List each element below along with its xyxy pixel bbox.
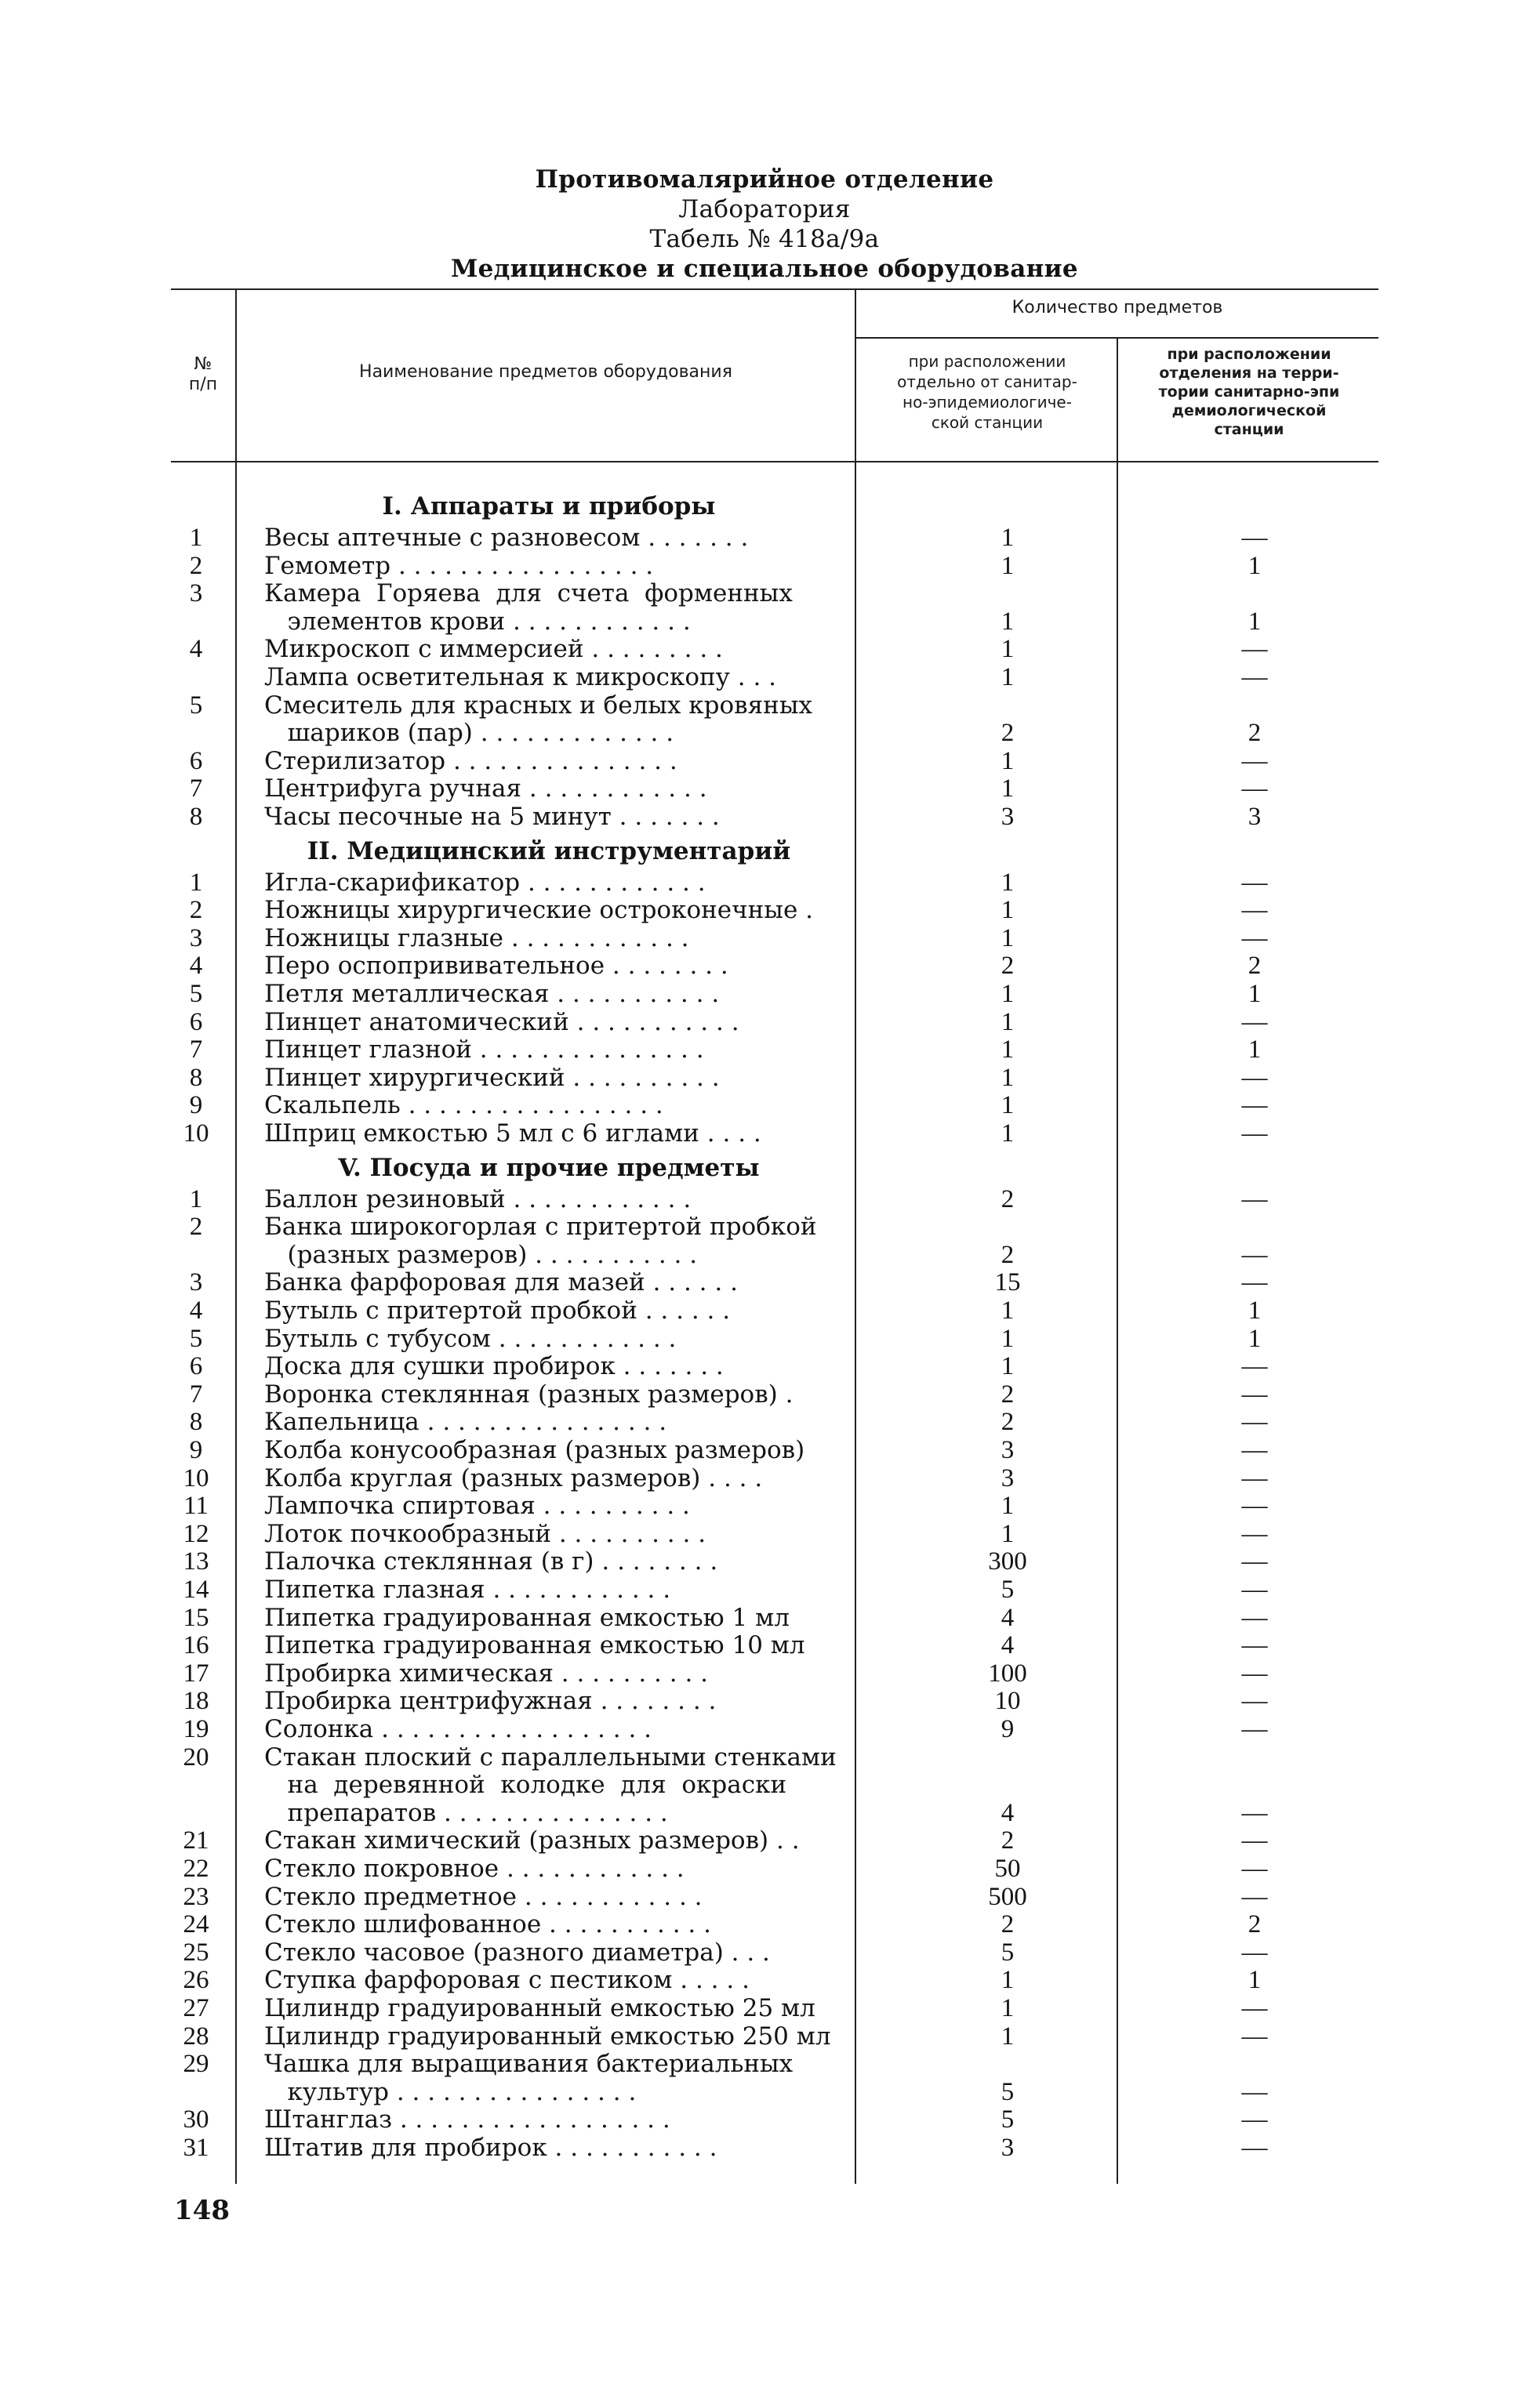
col-divider-qty — [1117, 339, 1118, 2184]
qty-separate: 1 — [1001, 1296, 1015, 1325]
qty-on-territory: 1 — [1248, 980, 1262, 1008]
item-name: Банка фарфоровая для мазей . . . . . . — [264, 1268, 738, 1297]
qty-separate: 5 — [1001, 2077, 1015, 2106]
qty-on-territory: 1 — [1248, 1324, 1262, 1353]
item-name: Лампочка спиртовая . . . . . . . . . . — [264, 1492, 690, 1521]
row-number: 6 — [189, 746, 203, 775]
item-name: Стерилизатор . . . . . . . . . . . . . . . — [264, 746, 677, 775]
qty-separate: 100 — [988, 1659, 1027, 1688]
qty-on-territory: — — [1241, 1463, 1268, 1492]
qty-on-territory: — — [1241, 1007, 1268, 1036]
row-number: 14 — [183, 1576, 209, 1604]
item-name: Ступка фарфоровая с пестиком . . . . . — [264, 1966, 750, 1995]
row-number: 7 — [189, 1035, 203, 1064]
title-tabel: Табель № 418а/9а — [649, 225, 880, 253]
qty-on-territory: — — [1241, 1882, 1268, 1911]
row-number: 25 — [183, 1938, 209, 1967]
item-name: Колба конусообразная (разных размеров) — [264, 1436, 805, 1464]
qty-separate: 2 — [1001, 1826, 1015, 1855]
qty-on-territory: — — [1241, 774, 1268, 803]
header-qty-separate: при расположении отдельно от санитар- но-эпидемиологиче- ской станции — [897, 352, 1077, 432]
row-number: 3 — [189, 923, 203, 952]
qty-separate: 2 — [1001, 1184, 1015, 1213]
item-name: шариков (пар) . . . . . . . . . . . . . — [264, 719, 674, 748]
qty-on-territory: — — [1241, 1826, 1268, 1855]
item-name: Пинцет хирургический . . . . . . . . . . — [264, 1063, 720, 1092]
qty-separate: 1 — [1001, 746, 1015, 775]
title-equipment: Медицинское и специальное оборудование — [451, 255, 1078, 283]
qty-separate: 1 — [1001, 663, 1015, 691]
item-name: Банка широкогорлая с притертой пробкой — [264, 1213, 817, 1242]
qty-on-territory: — — [1241, 1938, 1268, 1967]
qty-on-territory: — — [1241, 2134, 1268, 2162]
col-divider-name — [855, 290, 856, 2184]
qty-separate: 300 — [988, 1547, 1027, 1576]
item-name: Цилиндр градуированный емкостью 250 мл — [264, 2022, 831, 2051]
qty-on-territory: — — [1241, 2022, 1268, 2051]
item-name: Стакан плоский с параллельными стенками — [264, 1743, 837, 1772]
qty-on-territory: 2 — [1248, 1910, 1262, 1939]
qty-separate: 1 — [1001, 1119, 1015, 1148]
row-number: 26 — [183, 1966, 209, 1995]
row-number: 10 — [183, 1463, 209, 1492]
item-name: Пинцет анатомический . . . . . . . . . . . — [264, 1007, 739, 1036]
qty-separate: 5 — [1001, 1938, 1015, 1967]
qty-on-territory: — — [1241, 1603, 1268, 1632]
row-number: 2 — [189, 551, 203, 580]
item-name: Пробирка центрифужная . . . . . . . . — [264, 1687, 717, 1716]
item-name: Гемометр . . . . . . . . . . . . . . . . . — [264, 551, 654, 580]
row-number: 8 — [189, 1408, 203, 1437]
qty-separate: 4 — [1001, 1631, 1015, 1660]
row-number: 4 — [189, 1296, 203, 1325]
qty-on-territory: — — [1241, 1519, 1268, 1548]
qty-on-territory: — — [1241, 1352, 1268, 1381]
qty-separate: 1 — [1001, 635, 1015, 664]
qty-on-territory: — — [1241, 1687, 1268, 1716]
qty-on-territory: — — [1241, 1715, 1268, 1743]
row-number: 2 — [189, 896, 203, 925]
item-name: Смеситель для красных и белых кровяных — [264, 691, 812, 720]
qty-separate: 1 — [1001, 1352, 1015, 1381]
item-name: Бутыль с притертой пробкой . . . . . . — [264, 1296, 731, 1325]
qty-on-territory: — — [1241, 1184, 1268, 1213]
qty-separate: 4 — [1001, 1603, 1015, 1632]
qty-separate: 1 — [1001, 1007, 1015, 1036]
qty-on-territory: — — [1241, 868, 1268, 897]
qty-on-territory: — — [1241, 1855, 1268, 1883]
row-number: 30 — [183, 2105, 209, 2134]
section-heading: II. Медицинский инструментарий — [307, 836, 791, 865]
item-name: Весы аптечные с разновесом . . . . . . . — [264, 524, 749, 552]
qty-separate: 2 — [1001, 1240, 1015, 1269]
qty-separate: 1 — [1001, 1035, 1015, 1064]
qty-separate: 2 — [1001, 1910, 1015, 1939]
qty-separate: 1 — [1001, 774, 1015, 803]
qty-separate: 5 — [1001, 1576, 1015, 1604]
item-name: Игла-скарификатор . . . . . . . . . . . . — [264, 868, 706, 897]
row-number: 8 — [189, 803, 203, 831]
header-name: Наименование предметов оборудования — [359, 362, 732, 382]
header-bottom-rule — [171, 461, 1378, 462]
row-number: 23 — [183, 1882, 209, 1911]
header-qty-group: Количество предметов — [1011, 298, 1223, 317]
item-name: Центрифуга ручная . . . . . . . . . . . . — [264, 774, 707, 803]
row-number: 4 — [189, 635, 203, 664]
item-name: Воронка стеклянная (разных размеров) . — [264, 1380, 794, 1409]
item-name: Пипетка глазная . . . . . . . . . . . . — [264, 1576, 671, 1604]
qty-on-territory: 2 — [1248, 952, 1262, 981]
qty-on-territory: — — [1241, 746, 1268, 775]
row-number: 10 — [183, 1119, 209, 1148]
col-divider-num — [235, 290, 237, 2184]
qty-on-territory: — — [1241, 1436, 1268, 1464]
item-name: Пробирка химическая . . . . . . . . . . — [264, 1659, 709, 1688]
item-name: Скальпель . . . . . . . . . . . . . . . . . — [264, 1091, 663, 1120]
qty-separate: 2 — [1001, 1408, 1015, 1437]
row-number: 7 — [189, 1380, 203, 1409]
item-name: Микроскоп с иммерсией . . . . . . . . . — [264, 635, 723, 664]
qty-on-territory: — — [1241, 1492, 1268, 1521]
qty-on-territory: — — [1241, 524, 1268, 552]
qty-on-territory: 2 — [1248, 719, 1262, 748]
item-name: Ножницы глазные . . . . . . . . . . . . — [264, 923, 689, 952]
qty-separate: 1 — [1001, 1091, 1015, 1120]
qty-on-territory: 1 — [1248, 551, 1262, 580]
qty-separate: 1 — [1001, 1324, 1015, 1353]
qty-on-territory: — — [1241, 1380, 1268, 1409]
item-name: препаратов . . . . . . . . . . . . . . . — [264, 1798, 668, 1827]
item-name: Стекло покровное . . . . . . . . . . . . — [264, 1855, 685, 1883]
qty-separate: 4 — [1001, 1798, 1015, 1827]
section-heading: V. Посуда и прочие предметы — [338, 1153, 760, 1182]
row-number: 4 — [189, 952, 203, 981]
row-number: 17 — [183, 1659, 209, 1688]
qty-on-territory: — — [1241, 923, 1268, 952]
qty-separate: 1 — [1001, 551, 1015, 580]
row-number: 1 — [189, 1184, 203, 1213]
qty-separate: 1 — [1001, 1492, 1015, 1521]
qty-separate: 3 — [1001, 1436, 1015, 1464]
qty-on-territory: — — [1241, 1659, 1268, 1688]
header-qty-on-territory: при расположении отделения на терри- тории санитарно-эпи демиологической станции — [1158, 346, 1340, 438]
row-number: 5 — [189, 691, 203, 720]
item-name: Штанглаз . . . . . . . . . . . . . . . . . . — [264, 2105, 670, 2134]
row-number: 2 — [189, 1213, 203, 1242]
qty-on-territory: — — [1241, 1798, 1268, 1827]
qty-separate: 1 — [1001, 1966, 1015, 1995]
row-number: 31 — [183, 2134, 209, 2162]
row-number: 27 — [183, 1994, 209, 2022]
row-number: 6 — [189, 1007, 203, 1036]
qty-separate: 10 — [994, 1687, 1021, 1716]
qty-separate: 2 — [1001, 719, 1015, 748]
qty-separate: 1 — [1001, 868, 1015, 897]
row-number: 7 — [189, 774, 203, 803]
qty-separate: 3 — [1001, 1463, 1015, 1492]
qty-on-territory: — — [1241, 1091, 1268, 1120]
qty-separate: 1 — [1001, 1994, 1015, 2022]
qty-separate: 1 — [1001, 2022, 1015, 2051]
qty-separate: 1 — [1001, 896, 1015, 925]
row-number: 5 — [189, 980, 203, 1008]
row-number: 5 — [189, 1324, 203, 1353]
section-heading: I. Аппараты и приборы — [382, 492, 716, 520]
row-number: 24 — [183, 1910, 209, 1939]
qty-separate: 9 — [1001, 1715, 1015, 1743]
qty-separate: 15 — [994, 1268, 1021, 1297]
row-number: 9 — [189, 1091, 203, 1120]
row-number: 9 — [189, 1436, 203, 1464]
qty-on-territory: — — [1241, 1547, 1268, 1576]
item-name: культур . . . . . . . . . . . . . . . . — [264, 2077, 637, 2106]
row-number: 13 — [183, 1547, 209, 1576]
qty-on-territory: — — [1241, 1268, 1268, 1297]
item-name: Пипетка градуированная емкостью 10 мл — [264, 1631, 805, 1660]
item-name: Солонка . . . . . . . . . . . . . . . . . . — [264, 1715, 652, 1743]
qty-separate: 1 — [1001, 980, 1015, 1008]
item-name: на деревянной колодке для окраски — [264, 1771, 787, 1800]
qty-on-territory: — — [1241, 1576, 1268, 1604]
qty-on-territory: 3 — [1248, 803, 1262, 831]
qty-on-territory: — — [1241, 635, 1268, 664]
row-number: 12 — [183, 1519, 209, 1548]
row-number: 18 — [183, 1687, 209, 1716]
qty-separate: 1 — [1001, 1519, 1015, 1548]
item-name: Петля металлическая . . . . . . . . . . . — [264, 980, 720, 1008]
qty-separate: 50 — [994, 1855, 1021, 1883]
item-name: Камера Горяева для счета форменных — [264, 579, 793, 608]
qty-on-territory: — — [1241, 1119, 1268, 1148]
item-name: Стекло часовое (разного диаметра) . . . — [264, 1938, 770, 1967]
item-name: Колба круглая (разных размеров) . . . . — [264, 1463, 763, 1492]
item-name: Чашка для выращивания бактериальных — [264, 2050, 794, 2079]
qty-on-territory: — — [1241, 1063, 1268, 1092]
item-name: Бутыль с тубусом . . . . . . . . . . . . — [264, 1324, 677, 1353]
qty-on-territory: — — [1241, 2105, 1268, 2134]
item-name: Штатив для пробирок . . . . . . . . . . . — [264, 2134, 717, 2162]
qty-separate: 1 — [1001, 1063, 1015, 1092]
qty-on-territory: — — [1241, 1240, 1268, 1269]
row-number: 20 — [183, 1743, 209, 1772]
item-name: Стекло шлифованное . . . . . . . . . . . — [264, 1910, 711, 1939]
qty-separate: 1 — [1001, 607, 1015, 636]
qty-on-territory: 1 — [1248, 1296, 1262, 1325]
qty-separate: 3 — [1001, 2134, 1015, 2162]
row-number: 3 — [189, 1268, 203, 1297]
qty-on-territory: — — [1241, 2077, 1268, 2106]
row-number: 19 — [183, 1715, 209, 1743]
row-number: 3 — [189, 579, 203, 608]
row-number: 1 — [189, 524, 203, 552]
qty-on-territory: — — [1241, 1994, 1268, 2022]
row-number: 22 — [183, 1855, 209, 1883]
item-name: Лампа осветительная к микроскопу . . . — [264, 663, 777, 691]
item-name: Лоток почкообразный . . . . . . . . . . — [264, 1519, 706, 1548]
item-name: элементов крови . . . . . . . . . . . . — [264, 607, 691, 636]
title-department: Противомалярийное отделение — [535, 165, 994, 194]
qty-separate: 5 — [1001, 2105, 1015, 2134]
item-name: Ножницы хирургические остроконечные . — [264, 896, 814, 925]
item-name: Перо оспопрививательное . . . . . . . . — [264, 952, 728, 981]
qty-separate: 2 — [1001, 1380, 1015, 1409]
item-name: Пипетка градуированная емкостью 1 мл — [264, 1603, 790, 1632]
qty-separate: 2 — [1001, 952, 1015, 981]
qty-on-territory: — — [1241, 1631, 1268, 1660]
title-laboratory: Лаборатория — [678, 195, 851, 223]
row-number: 28 — [183, 2022, 209, 2051]
qty-on-territory: — — [1241, 663, 1268, 691]
row-number: 16 — [183, 1631, 209, 1660]
row-number: 6 — [189, 1352, 203, 1381]
item-name: Цилиндр градуированный емкостью 25 мл — [264, 1994, 815, 2022]
item-name: Часы песочные на 5 минут . . . . . . . — [264, 803, 720, 831]
qty-separate: 1 — [1001, 524, 1015, 552]
row-number: 8 — [189, 1063, 203, 1092]
qty-separate: 500 — [988, 1882, 1027, 1911]
table-top-rule — [171, 288, 1378, 290]
item-name: Стакан химический (разных размеров) . . — [264, 1826, 800, 1855]
row-number: 15 — [183, 1603, 209, 1632]
qty-on-territory: 1 — [1248, 607, 1262, 636]
row-number: 11 — [183, 1492, 209, 1521]
header-num: № п/п — [188, 354, 218, 394]
item-name: (разных размеров) . . . . . . . . . . . — [264, 1240, 698, 1269]
item-name: Капельница . . . . . . . . . . . . . . . . — [264, 1408, 667, 1437]
row-number: 21 — [183, 1826, 209, 1855]
item-name: Доска для сушки пробирок . . . . . . . — [264, 1352, 724, 1381]
qty-on-territory: 1 — [1248, 1966, 1262, 1995]
row-number: 1 — [189, 868, 203, 897]
qty-separate: 3 — [1001, 803, 1015, 831]
page-number: 148 — [174, 2195, 230, 2226]
item-name: Палочка стеклянная (в г) . . . . . . . . — [264, 1547, 718, 1576]
qty-on-territory: 1 — [1248, 1035, 1262, 1064]
item-name: Шприц емкостью 5 мл с 6 иглами . . . . — [264, 1119, 761, 1148]
item-name: Пинцет глазной . . . . . . . . . . . . . . . — [264, 1035, 704, 1064]
qty-on-territory: — — [1241, 896, 1268, 925]
item-name: Баллон резиновый . . . . . . . . . . . . — [264, 1184, 692, 1213]
qty-separate: 1 — [1001, 923, 1015, 952]
row-number: 29 — [183, 2050, 209, 2079]
item-name: Стекло предметное . . . . . . . . . . . . — [264, 1882, 703, 1911]
qty-on-territory: — — [1241, 1408, 1268, 1437]
